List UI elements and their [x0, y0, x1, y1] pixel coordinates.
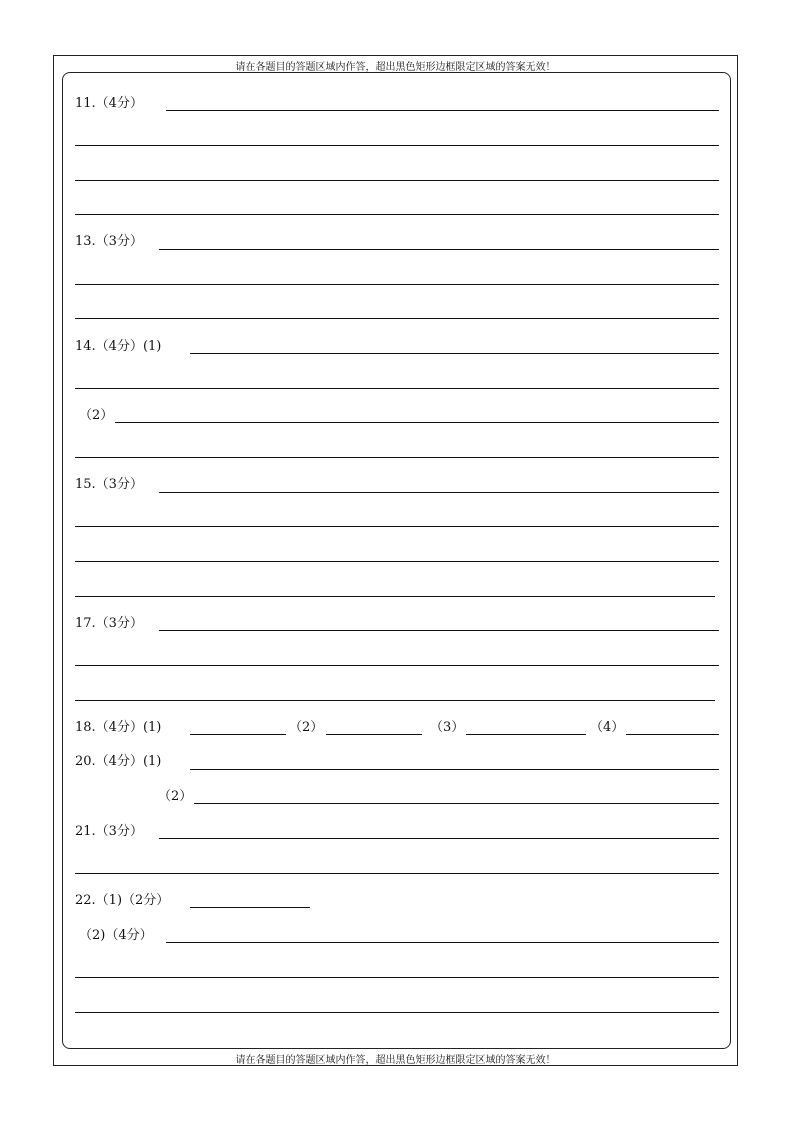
question-20-label: 20.（4分）(1)	[75, 754, 162, 769]
question-13-label: 13.（3分）	[75, 234, 143, 249]
answer-line[interactable]	[115, 422, 719, 423]
answer-line[interactable]	[75, 388, 719, 389]
question-22-part-2-label: （2)（4分）	[79, 928, 153, 943]
answer-line[interactable]	[75, 873, 719, 874]
question-22-label: 22.（1)（2分）	[75, 893, 170, 908]
answer-line[interactable]	[190, 769, 719, 770]
question-18-part-4-label: （4）	[590, 720, 625, 735]
answer-line[interactable]	[75, 977, 719, 978]
question-18-part-3-label: （3）	[430, 720, 465, 735]
question-18-label: 18.（4分）(1)	[75, 720, 162, 735]
answer-line[interactable]	[75, 214, 719, 215]
question-14-part-2-label: （2）	[79, 408, 114, 423]
answer-line[interactable]	[75, 596, 715, 597]
answer-blank[interactable]	[466, 734, 586, 735]
question-14-label: 14.（4分）(1)	[75, 339, 162, 354]
answer-blank[interactable]	[190, 734, 286, 735]
question-21-label: 21.（3分）	[75, 824, 143, 839]
answer-line[interactable]	[166, 110, 719, 111]
question-11-label: 11.（4分）	[75, 96, 143, 111]
answer-line[interactable]	[75, 180, 719, 181]
top-notice: 请在各题目的答题区域内作答，超出黑色矩形边框限定区域的答案无效！	[235, 62, 556, 73]
answer-line[interactable]	[75, 318, 719, 319]
answer-line[interactable]	[75, 457, 719, 458]
question-15-label: 15.（3分）	[75, 477, 143, 492]
answer-line[interactable]	[75, 700, 715, 701]
answer-line[interactable]	[159, 492, 719, 493]
answer-line[interactable]	[75, 665, 719, 666]
question-18-part-2-label: （2）	[289, 720, 324, 735]
answer-line[interactable]	[166, 942, 719, 943]
question-17-label: 17.（3分）	[75, 616, 143, 631]
answer-line[interactable]	[75, 561, 719, 562]
question-20-part-2-label: （2）	[158, 789, 193, 804]
answer-line[interactable]	[159, 249, 719, 250]
answer-line[interactable]	[75, 1012, 719, 1013]
answer-line[interactable]	[159, 630, 719, 631]
answer-line[interactable]	[190, 353, 719, 354]
answer-blank[interactable]	[626, 734, 719, 735]
answer-line[interactable]	[194, 803, 719, 804]
answer-line[interactable]	[75, 284, 719, 285]
answer-line[interactable]	[75, 526, 719, 527]
answer-blank[interactable]	[326, 734, 422, 735]
answer-line[interactable]	[75, 145, 719, 146]
bottom-notice: 请在各题目的答题区域内作答，超出黑色矩形边框限定区域的答案无效！	[235, 1055, 556, 1066]
answer-line[interactable]	[159, 838, 719, 839]
answer-blank[interactable]	[190, 907, 310, 908]
